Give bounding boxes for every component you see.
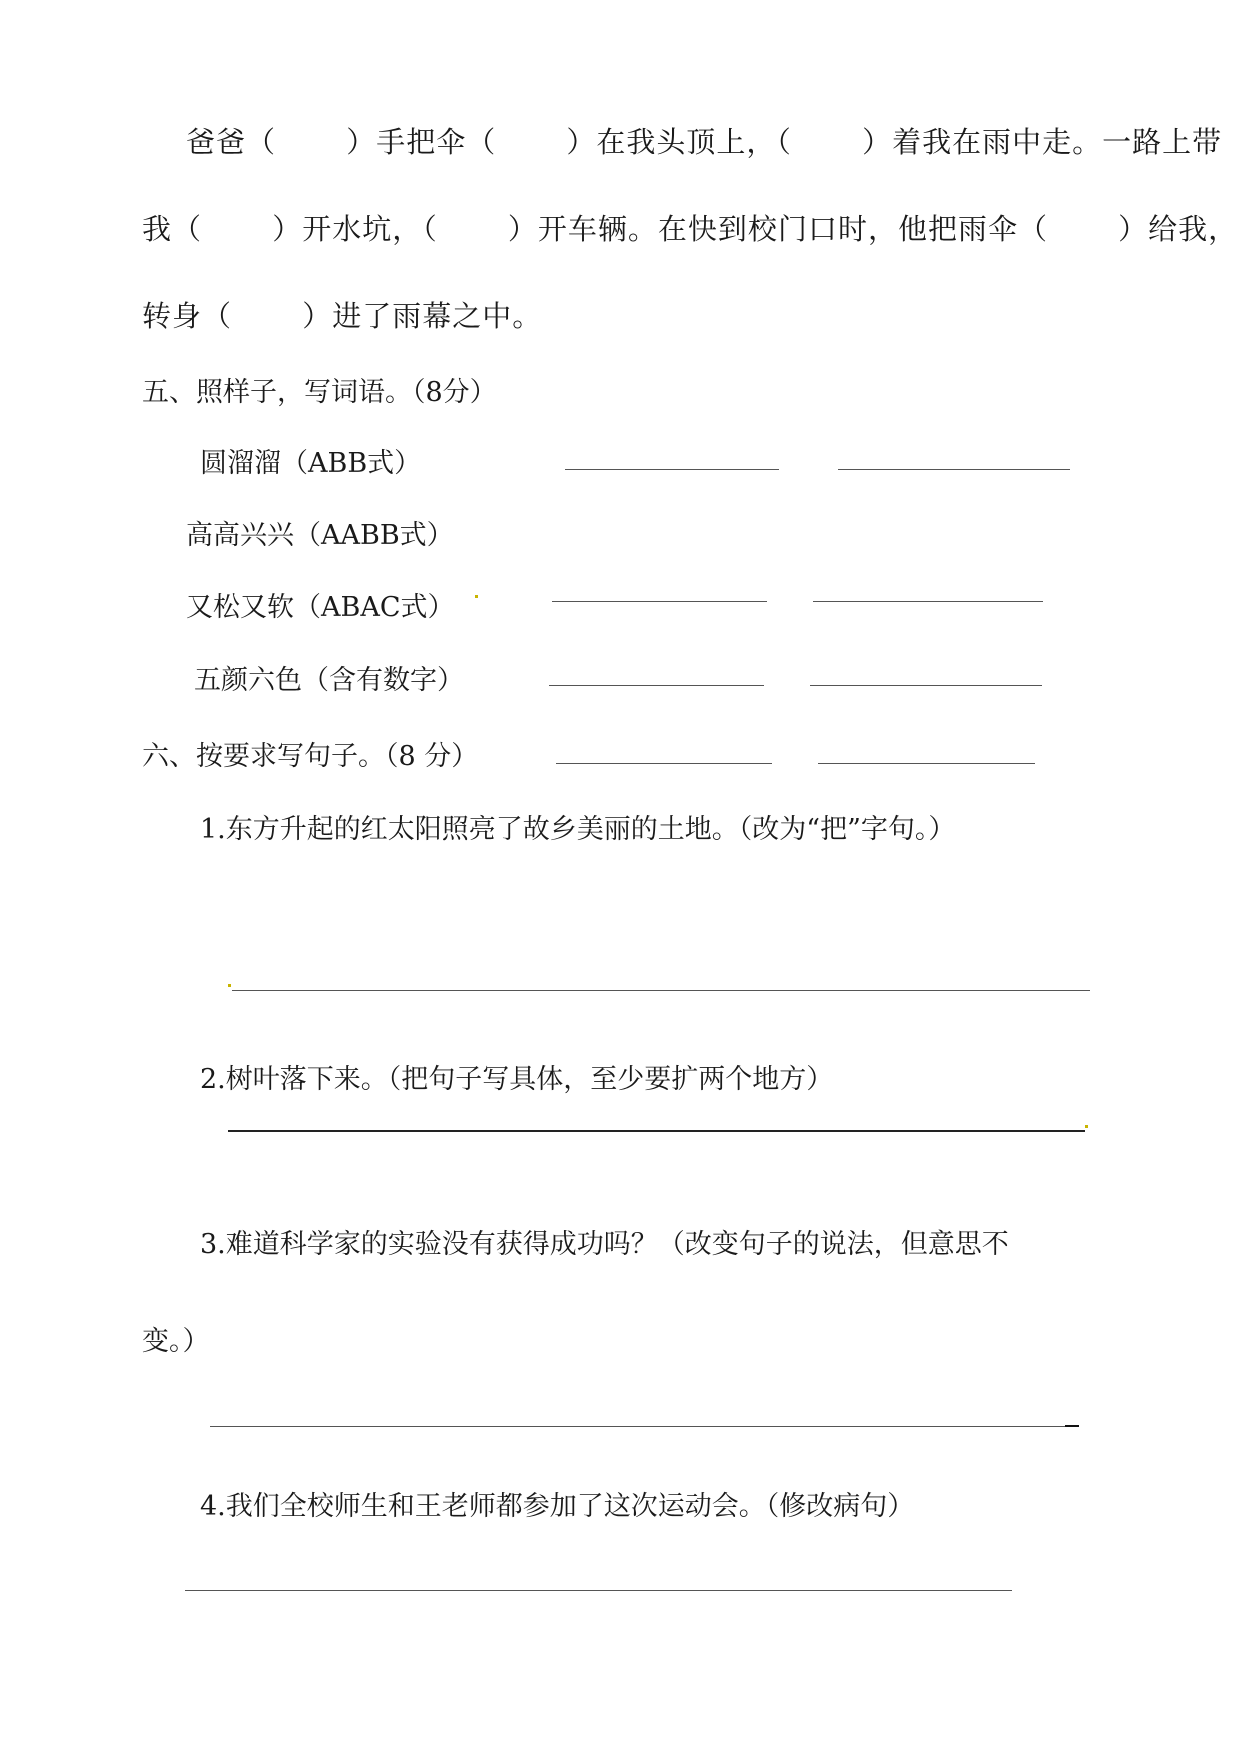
answer-blank-abb-1[interactable] bbox=[565, 469, 779, 470]
answer-line-q3[interactable] bbox=[210, 1426, 1065, 1427]
answer-line-q2[interactable] bbox=[228, 1130, 1085, 1132]
answer-blank-abac-1[interactable] bbox=[549, 685, 764, 686]
stray-dot bbox=[228, 984, 231, 987]
question-3-line-1: 3.难道科学家的实验没有获得成功吗？（改变句子的说法，但意思不 bbox=[200, 1229, 1009, 1260]
answer-line-q3-end bbox=[1065, 1425, 1079, 1427]
section5-title: 五、照样子，写词语。（8分） bbox=[142, 377, 497, 408]
question-1: 1.东方升起的红太阳照亮了故乡美丽的土地。（改为“把”字句。） bbox=[200, 814, 956, 845]
answer-blank-aabb-2[interactable] bbox=[813, 601, 1043, 602]
question-2: 2.树叶落下来。（把句子写具体，至少要扩两个地方） bbox=[200, 1064, 834, 1095]
section6-title: 六、按要求写句子。（8 分） bbox=[142, 741, 479, 772]
answer-line-q4[interactable] bbox=[185, 1590, 1012, 1591]
question-3-line-2: 变。） bbox=[142, 1326, 210, 1357]
answer-blank-abb-2[interactable] bbox=[838, 469, 1070, 470]
answer-line-q1[interactable] bbox=[232, 990, 1090, 991]
stray-dot bbox=[1085, 1125, 1088, 1128]
word-prompt-abb: 圆溜溜（ABB式） bbox=[200, 448, 422, 479]
passage-line-1: 爸爸（ ）手把伞（ ）在我头顶上，（ ）着我在雨中走。一路上带 bbox=[186, 125, 1223, 159]
answer-blank-number-1[interactable] bbox=[556, 763, 772, 764]
answer-blank-number-2[interactable] bbox=[818, 763, 1035, 764]
stray-dot bbox=[475, 595, 478, 598]
word-prompt-number: 五颜六色（含有数字） bbox=[194, 665, 464, 696]
answer-blank-aabb-1[interactable] bbox=[552, 601, 767, 602]
question-4: 4.我们全校师生和王老师都参加了这次运动会。（修改病句） bbox=[200, 1491, 915, 1522]
word-prompt-aabb: 高高兴兴（AABB式） bbox=[186, 520, 454, 551]
passage-line-2: 我（ ）开水坑，（ ）开车辆。在快到校门口时，他把雨伞（ ）给我， bbox=[142, 212, 1239, 246]
answer-blank-abac-2[interactable] bbox=[810, 685, 1042, 686]
passage-line-3: 转身（ ）进了雨幕之中。 bbox=[142, 299, 543, 333]
word-prompt-abac: 又松又软（ABAC式） bbox=[186, 592, 455, 623]
